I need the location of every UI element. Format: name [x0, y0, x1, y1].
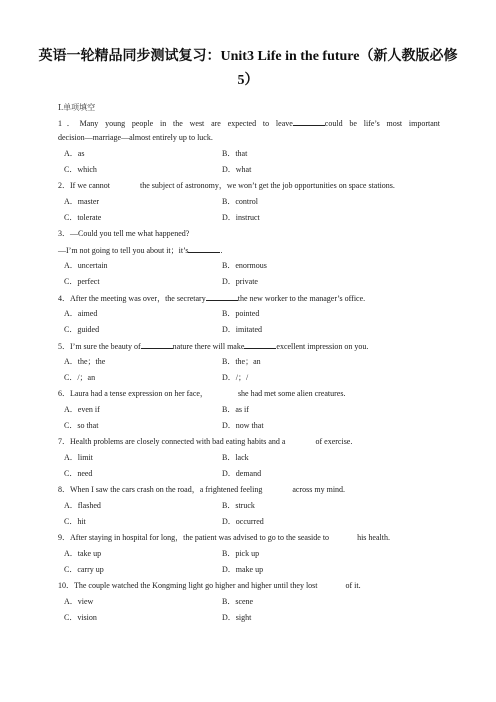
question-1-line-2: decision—marriage—almost entirely up to luck. — [58, 133, 213, 142]
title-line-1: 英语一轮精品同步测试复习：Unit3 Life in the future（新人教版必修 — [38, 49, 458, 64]
option-c: C．which — [64, 165, 97, 174]
option-a: A．view — [64, 597, 94, 606]
option-d: D．sight — [222, 613, 252, 622]
option-b: B．struck — [222, 501, 255, 510]
option-c: C．hit — [64, 517, 86, 526]
option-b: B．enormous — [222, 261, 267, 270]
question-10: 10．The couple watched the Kongming light go higher and higher until they lost of it. — [58, 581, 361, 590]
option-b: B．scene — [222, 597, 254, 606]
option-c: C．tolerate — [64, 213, 102, 222]
question-8: 8．When I saw the cars crash on the road，a frightened feeling across my mind. — [58, 485, 346, 494]
question-1-line-1: 1．Many young people in the west are expected to leave could be life’s most important — [58, 119, 441, 128]
answer-blank — [141, 341, 173, 349]
option-a: A．the；the — [64, 357, 106, 366]
question-5: 5．I’m sure the beauty of nature there will make excellent impression on you. — [58, 342, 369, 351]
question-3-line-1: 3．—Could you tell me what happened? — [58, 229, 190, 238]
option-b: B．control — [222, 197, 258, 206]
option-a: A．uncertain — [64, 261, 108, 270]
option-b: B．that — [222, 149, 248, 158]
option-a: A．master — [64, 197, 100, 206]
answer-blank — [206, 293, 238, 301]
title-line-2: 5） — [237, 73, 259, 88]
option-b: B．pick up — [222, 549, 260, 558]
option-d: D．occurred — [222, 517, 264, 526]
question-4: 4．After the meeting was over，the secretary the new worker to the manager’s office. — [58, 294, 366, 303]
option-a: A．limit — [64, 453, 93, 462]
option-a: A．as — [64, 149, 85, 158]
option-d: D．demand — [222, 469, 262, 478]
option-d: D．make up — [222, 565, 264, 574]
question-7: 7．Health problems are closely connected with bad eating habits and a of exercise. — [58, 437, 353, 446]
answer-blank — [293, 118, 325, 126]
option-b: B．lack — [222, 453, 249, 462]
option-a: A．flashed — [64, 501, 101, 510]
option-a: A．take up — [64, 549, 102, 558]
option-b: B．as if — [222, 405, 249, 414]
option-d: D．now that — [222, 421, 264, 430]
option-a: A．even if — [64, 405, 100, 414]
option-a: A．aimed — [64, 309, 98, 318]
option-c: C．carry up — [64, 565, 104, 574]
section-heading: Ⅰ.单项填空 — [58, 103, 96, 112]
option-d: D．what — [222, 165, 252, 174]
option-d: D．imitated — [222, 325, 262, 334]
option-c: C．/；an — [64, 373, 96, 382]
option-d: D．/；/ — [222, 373, 249, 382]
option-d: D．private — [222, 277, 258, 286]
question-2: 2．If we cannot the subject of astronomy，we won’t get the job opportunities on space stations. — [58, 181, 395, 190]
option-c: C．need — [64, 469, 93, 478]
answer-blank — [244, 341, 276, 349]
option-c: C．vision — [64, 613, 97, 622]
question-3-line-2: —I’m not going to tell you about it；it’s . — [58, 246, 223, 255]
answer-blank — [188, 245, 220, 253]
question-9: 9．After staying in hospital for long，the patient was advised to go to the seaside to his health. — [58, 533, 390, 542]
page-title — [30, 45, 466, 93]
option-c: C．perfect — [64, 277, 100, 286]
option-c: C．guided — [64, 325, 100, 334]
question-6: 6．Laura had a tense expression on her face， she had met some alien creatures. — [58, 389, 346, 398]
option-c: C．so that — [64, 421, 99, 430]
option-b: B．the；an — [222, 357, 261, 366]
option-d: D．instruct — [222, 213, 260, 222]
option-b: B．pointed — [222, 309, 260, 318]
